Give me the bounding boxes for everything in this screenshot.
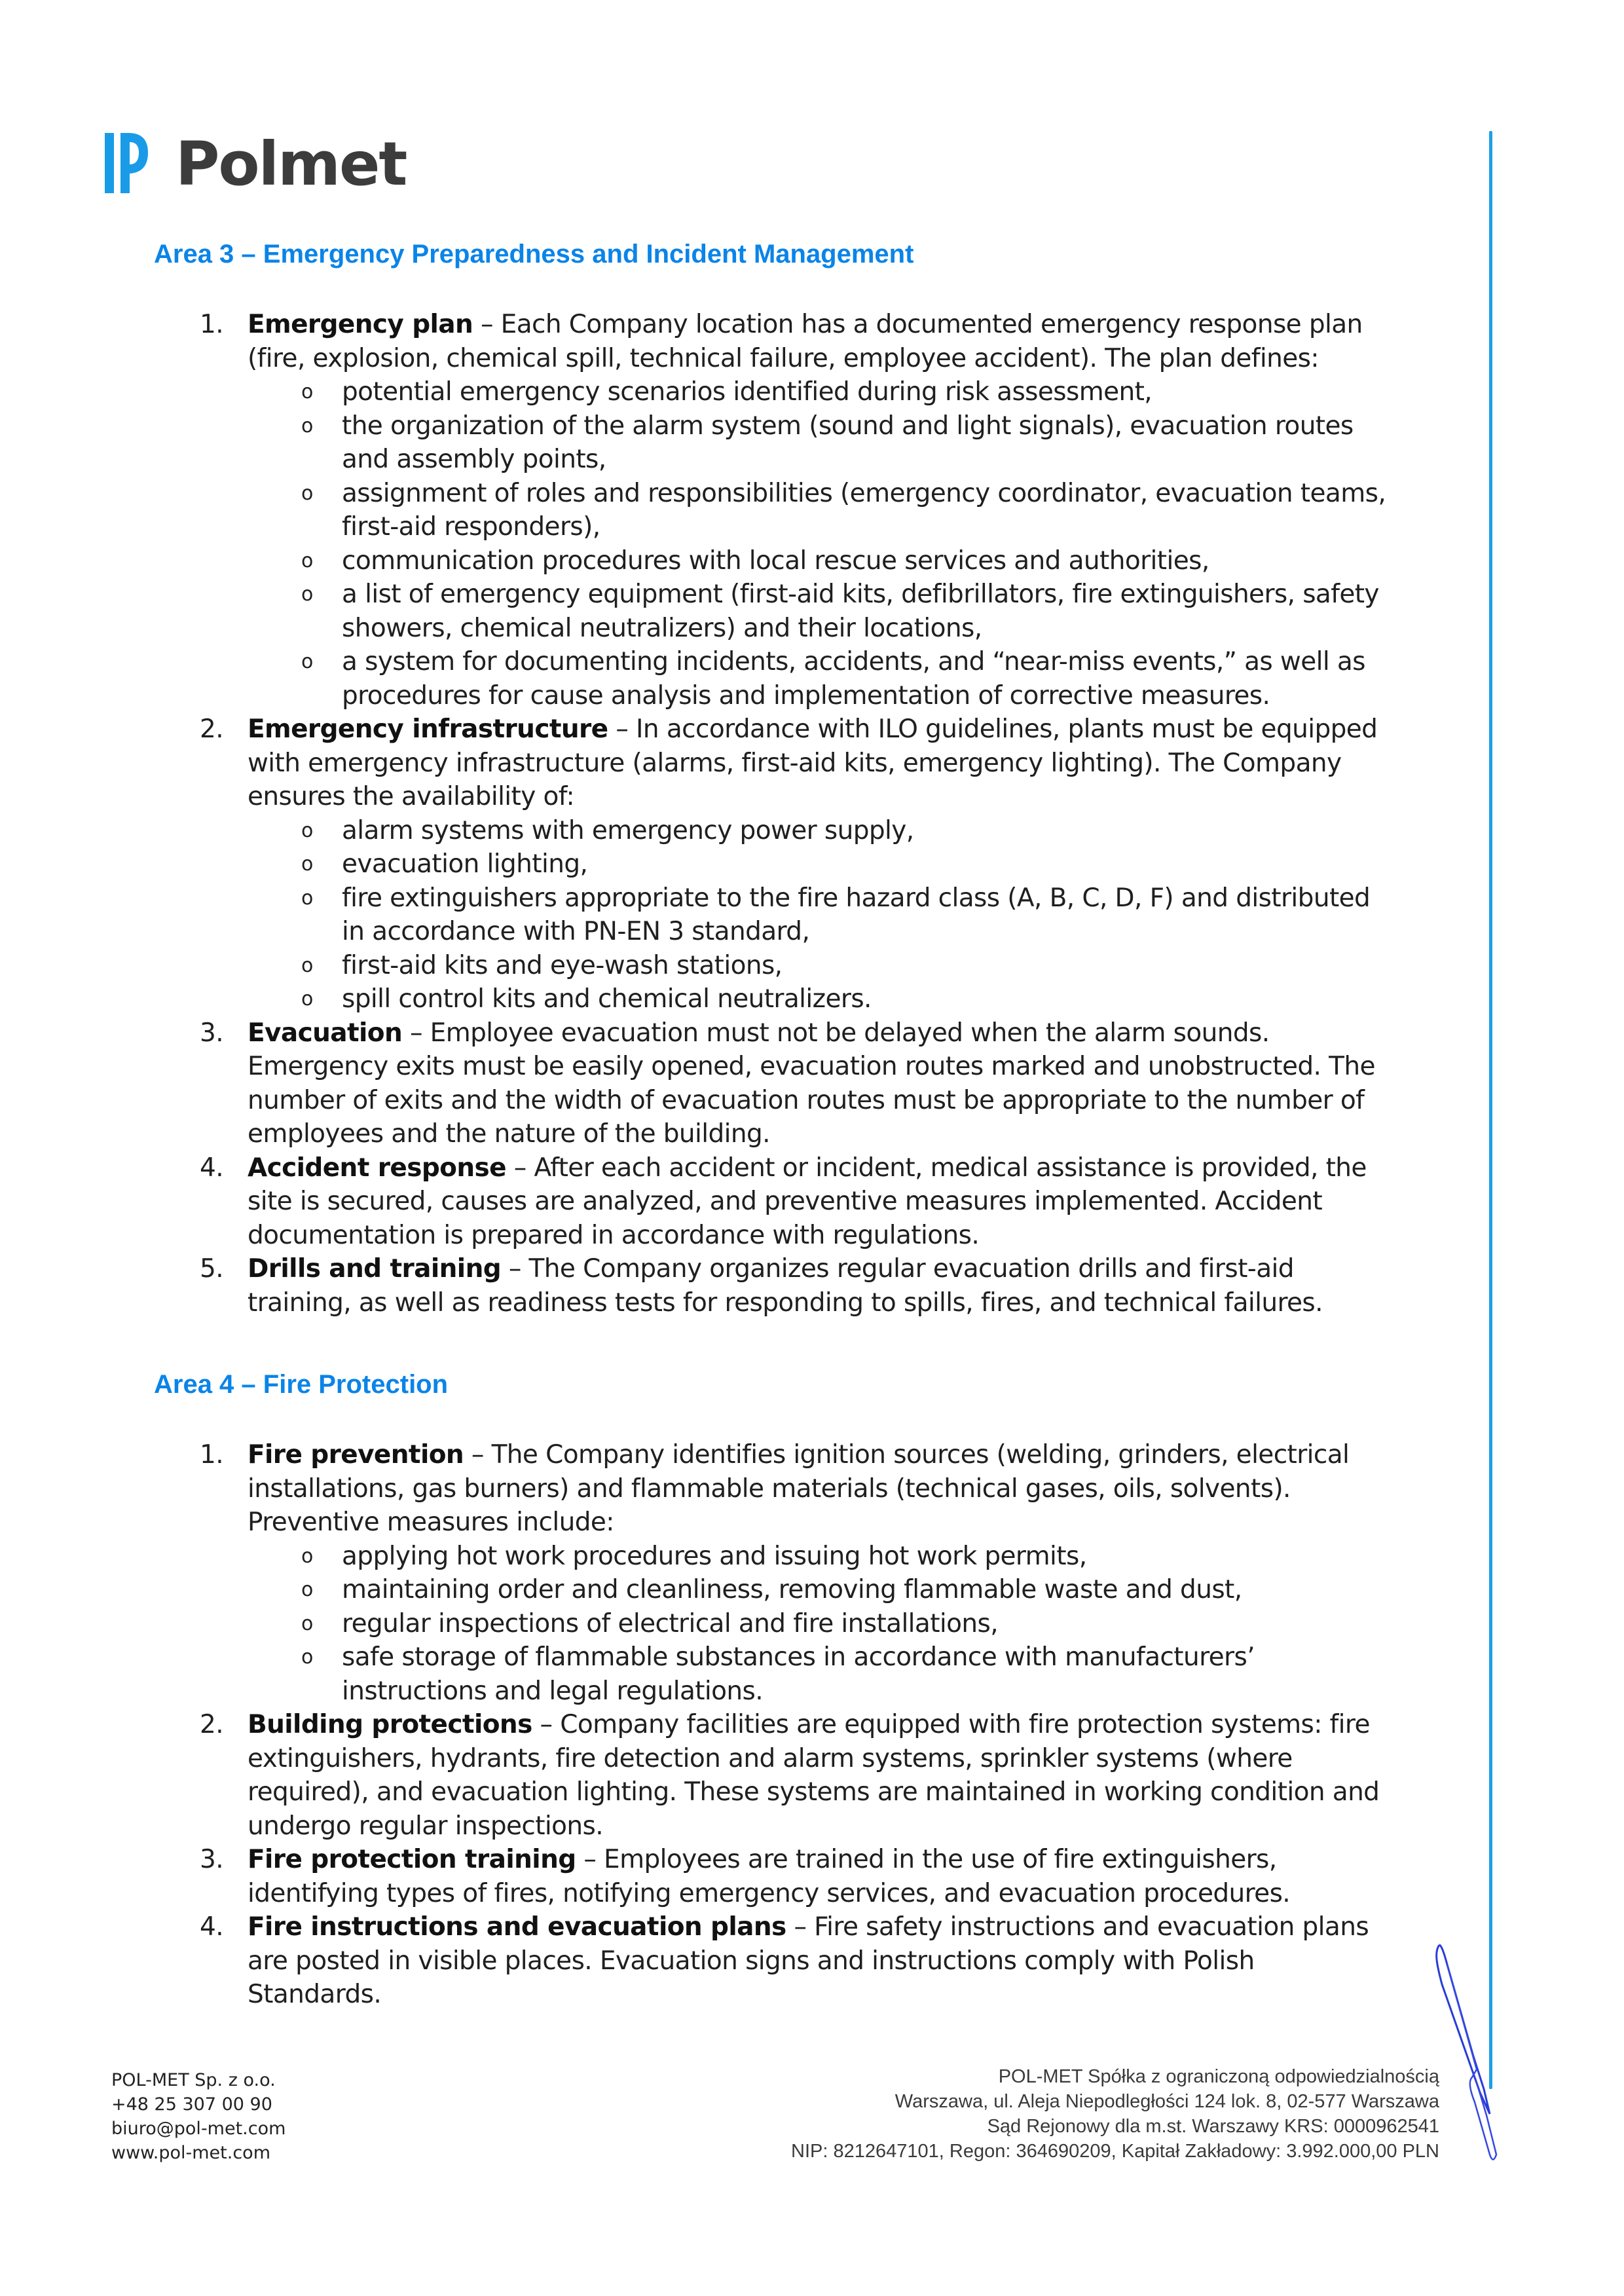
footer-website[interactable]: www.pol-met.com [111, 2143, 270, 2163]
sub-bullet-item [248, 1573, 1388, 1607]
item-number: 4. [200, 1912, 224, 1942]
hollow-bullet-icon: o [301, 549, 313, 572]
sub-bullet-item [248, 814, 1388, 848]
hollow-bullet-icon: o [301, 886, 313, 910]
handwritten-signature-icon [1428, 1938, 1506, 2174]
sub-bullet-item [248, 982, 1388, 1016]
list-item [0, 1843, 1506, 1910]
item-number: 1. [200, 1440, 224, 1470]
sub-bullet-text: assignment of roles and responsibilities (emergency coordinator, evacuation teams, first-aid responders), [342, 478, 1386, 542]
item-term: Drills and training [248, 1254, 502, 1284]
hollow-bullet-icon: o [301, 1612, 313, 1635]
hollow-bullet-icon: o [301, 481, 313, 505]
sub-bullet-item [248, 477, 1388, 544]
item-description: – After each accident or incident, medical assistance is provided, the site is secured, causes are analyzed, and preventive measures implemented. Accident documentation is prepared in accordance with regulations. [248, 1153, 1367, 1250]
section-list-area-3 [0, 308, 1506, 1320]
sub-bullet-text: fire extinguishers appropriate to the fire hazard class (A, B, C, D, F) and distributed in accordance with PN-EN 3 standard, [342, 883, 1371, 946]
footer-contact [111, 2068, 286, 2165]
item-description: – In accordance with ILO guidelines, plants must be equipped with emergency infrastructure (alarms, first-aid kits, emergency lighting). The Company ensures the availability of: [248, 714, 1378, 811]
item-term: Accident response [248, 1153, 506, 1183]
sub-bullet-text: maintaining order and cleanliness, removing flammable waste and dust, [342, 1575, 1242, 1604]
item-description: – The Company identifies ignition sources (welding, grinders, electrical installations, gas burners) and flammable materials (technical gases, oils, solvents). Preventive measures include: [248, 1440, 1350, 1537]
list-item [0, 1910, 1506, 2012]
sub-bullet-text: a system for documenting incidents, accidents, and “near-miss events,” as well as procedures for cause analysis and implementation of corrective measures. [342, 647, 1365, 711]
hollow-bullet-icon: o [301, 414, 313, 437]
item-description: – Fire safety instructions and evacuation plans are posted in visible places. Evacuation signs and instructions comply with Polish Standards. [248, 1912, 1369, 2009]
footer-court-registry: Sąd Rejonowy dla m.st. Warszawy KRS: 0000962541 [987, 2116, 1439, 2137]
hollow-bullet-icon: o [301, 380, 313, 403]
sub-bullet-item [248, 881, 1388, 949]
sub-bullet-text: a list of emergency equipment (first-aid kits, defibrillators, fire extinguishers, safety showers, chemical neutralizers) and their locations, [342, 580, 1379, 643]
list-item [0, 1438, 1506, 1708]
item-number: 2. [200, 714, 224, 744]
item-description: – Each Company location has a documented emergency response plan (fire, explosion, chemical spill, technical failure, employee accident). The plan defines: [248, 310, 1363, 373]
sub-bullet-item [248, 949, 1388, 983]
item-description: – Employee evacuation must not be delayed when the alarm sounds. Emergency exits must be easily opened, evacuation routes marked and unobstructed. The number of exits and the width of evacuation routes must be appropriate to the number of employees and the nature of the building. [248, 1018, 1375, 1149]
list-item [0, 1016, 1506, 1151]
footer-tax-ids: NIP: 8212647101, Regon: 364690209, Kapitał Zakładowy: 3.992.000,00 PLN [791, 2141, 1439, 2162]
sub-bullet-text: first-aid kits and eye-wash stations, [342, 950, 783, 980]
section-list-area-4 [0, 1438, 1506, 2012]
sub-bullet-item [248, 645, 1388, 713]
item-term: Fire protection training [248, 1845, 576, 1874]
sub-bullet-item [248, 375, 1388, 409]
item-description: – The Company organizes regular evacuation drills and first-aid training, as well as readiness tests for responding to spills, fires, and technical failures. [248, 1254, 1323, 1318]
sub-bullet-text: evacuation lighting, [342, 849, 588, 879]
polmet-p-logo-icon [105, 128, 151, 200]
footer-legal-name: POL-MET Spółka z ograniczoną odpowiedzialnością [998, 2066, 1439, 2087]
footer-email[interactable]: biuro@pol-met.com [111, 2119, 286, 2139]
hollow-bullet-icon: o [301, 1646, 313, 1669]
hollow-bullet-icon: o [301, 650, 313, 673]
hollow-bullet-icon: o [301, 1544, 313, 1568]
item-term: Emergency infrastructure [248, 714, 608, 744]
item-number: 4. [200, 1153, 224, 1183]
footer-phone[interactable]: +48 25 307 00 90 [111, 2094, 272, 2115]
sub-bullet-text: communication procedures with local rescue services and authorities, [342, 546, 1209, 576]
sub-bullet-text: spill control kits and chemical neutralizers. [342, 984, 872, 1014]
item-term: Fire prevention [248, 1440, 464, 1470]
sub-bullet-text: safe storage of flammable substances in accordance with manufacturers’ instructions and legal regulations. [342, 1642, 1255, 1706]
hollow-bullet-icon: o [301, 583, 313, 606]
sub-bullet-item [248, 409, 1388, 477]
sub-bullet-text: regular inspections of electrical and fire installations, [342, 1608, 999, 1639]
item-number: 2. [200, 1710, 224, 1739]
sub-bullet-text: potential emergency scenarios identified during risk assessment, [342, 377, 1153, 407]
item-term: Evacuation [248, 1018, 403, 1048]
sub-bullet-text: the organization of the alarm system (sound and light signals), evacuation routes and assembly points, [342, 411, 1354, 474]
list-item [0, 1252, 1506, 1320]
sub-bullet-item [248, 544, 1388, 578]
hollow-bullet-icon: o [301, 1578, 313, 1601]
section-heading-area-4: Area 4 – Fire Protection [154, 1370, 449, 1399]
sub-bullet-item [248, 1607, 1388, 1641]
hollow-bullet-icon: o [301, 853, 313, 876]
sub-bullet-item [248, 847, 1388, 881]
item-number: 3. [200, 1018, 224, 1048]
list-item [0, 713, 1506, 1016]
footer-address: Warszawa, ul. Aleja Niepodległości 124 lok. 8, 02-577 Warszawa [895, 2091, 1439, 2112]
footer-company-name: POL-MET Sp. z o.o. [111, 2070, 276, 2090]
sub-bullet-item [248, 1540, 1388, 1574]
logo-wordmark: Polmet [175, 128, 407, 199]
item-term: Fire instructions and evacuation plans [248, 1912, 786, 1942]
list-item [0, 1151, 1506, 1253]
list-item [0, 1708, 1506, 1843]
list-item [0, 308, 1506, 713]
sub-bullet-item [248, 1640, 1388, 1708]
company-logo [105, 124, 406, 203]
sub-bullet-text: applying hot work procedures and issuing hot work permits, [342, 1541, 1087, 1571]
item-number: 1. [200, 310, 224, 339]
footer-legal-info [791, 2064, 1439, 2164]
item-number: 5. [200, 1254, 224, 1284]
hollow-bullet-icon: o [301, 819, 313, 842]
item-term: Emergency plan [248, 310, 473, 339]
item-description: – Company facilities are equipped with fire protection systems: fire extinguishers, hydrants, fire detection and alarm systems, sprinkler systems (where required), and evacuation lighting. These systems are maintained in working condition and undergo regular inspections. [248, 1710, 1380, 1841]
item-number: 3. [200, 1845, 224, 1874]
hollow-bullet-icon: o [301, 954, 313, 977]
section-heading-area-3: Area 3 – Emergency Preparedness and Incident Management [154, 240, 914, 268]
hollow-bullet-icon: o [301, 988, 313, 1010]
item-term: Building protections [248, 1710, 532, 1739]
item-description: – Employees are trained in the use of fire extinguishers, identifying types of fires, notifying emergency services, and evacuation procedures. [248, 1845, 1291, 1908]
sub-bullet-item [248, 578, 1388, 645]
sub-bullet-text: alarm systems with emergency power supply, [342, 815, 914, 845]
